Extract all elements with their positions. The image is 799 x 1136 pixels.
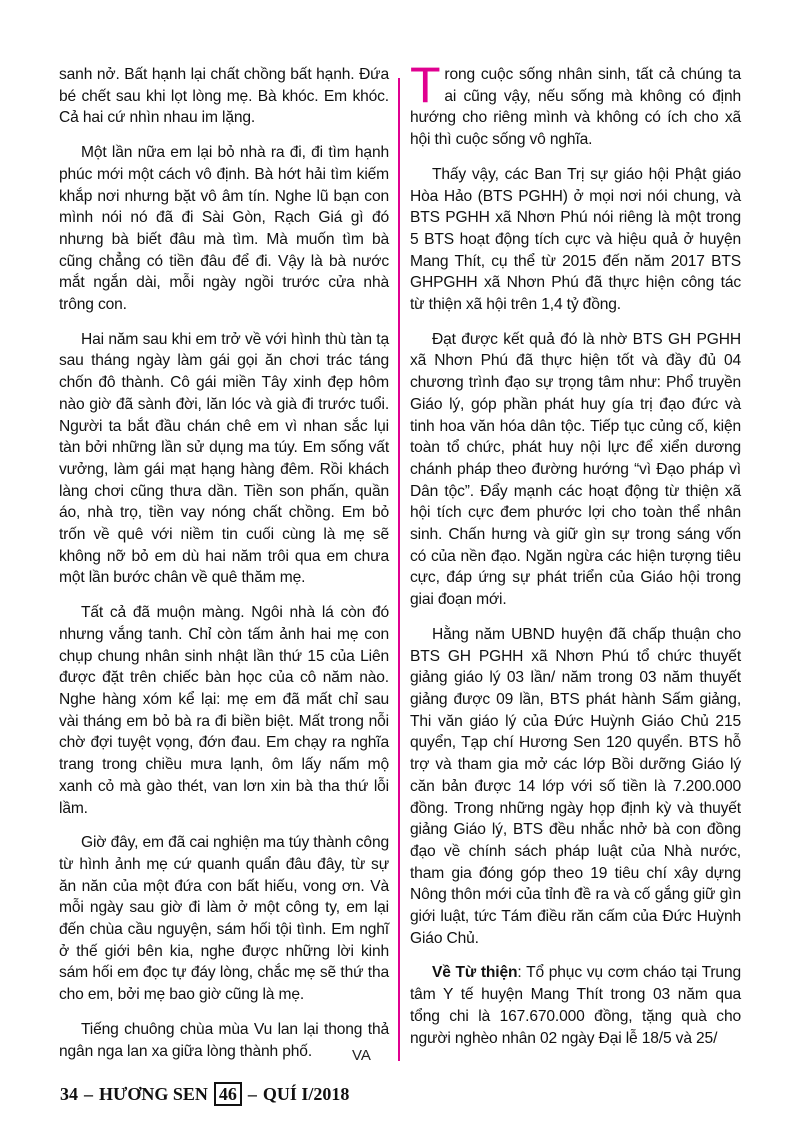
drop-cap: T [410,57,441,113]
paragraph: Một lần nữa em lại bỏ nhà ra đi, đi tìm hạnh phúc mới một cách vô định. Bà hớt hải tìm kiếm khắp nơi nhưng bặt vô âm tín. Nghe lũ bạn con mình nói nó đã đi Sài Gòn, Rạch Giá gì đó nhưng bà biết đâu mà tìm. Mà muốn tìm bà cũng chẳng có tiền đâu để đi. Vậy là bà nước mắt ngắn dài, mỗi ngày ngồi trước cửa nhà trông con. [59,144,389,314]
paragraph: sanh nở. Bất hạnh lại chất chồng bất hạnh. Đứa bé chết sau khi lọt lòng mẹ. Bà khóc. Em khóc. Cả hai cứ nhìn nhau im lặng. [59,66,389,127]
paragraph: Giờ đây, em đã cai nghiện ma túy thành công từ hình ảnh mẹ cứ quanh quẩn đâu đây, từ sự ăn năn của một đứa con bất hiếu, vong ơn. Và mỗi ngày sau giờ đi làm ở một công ty, em lại đến chùa cầu nguyện, sám hối tội tình. Em nghĩ ở thế giới bên kia, nghe được những lời kinh sám hối em đọc tự đáy lòng, chắc mẹ sẽ thứ tha cho em, bởi mẹ bao giờ cũng là mẹ. [59,834,389,1004]
magazine-title: HƯƠNG SEN [99,1083,208,1104]
paragraph: Đạt được kết quả đó là nhờ BTS GH PGHH xã Nhơn Phú đã thực hiện tốt và đầy đủ 04 chương trình đạo sự trọng tâm như: Phổ truyền Giáo lý, góp phần phát huy gía trị đạo đức và tinh hoa văn hóa dân tộc. Tiếp tục củng cố, kiện toàn tổ chức, phát huy nội lực để xiển dương chánh pháp theo đường hướng “vì Đạo pháp vì Dân tộc”. Đẩy mạnh các hoạt động từ thiện xã hội tích cực đem phước lợi cho toàn thể nhân sinh. Chấn hưng và giữ gìn sự trong sáng vốn có của nền đạo. Ngăn ngừa các hiện tượng tiêu cực, đáp ứng sự phát triển của Giáo hội trong giai đoạn mới. [410,330,741,609]
issue-number: 46 [214,1082,242,1106]
page-number: 34 [60,1083,78,1104]
paragraph: Tiếng chuông chùa mùa Vu lan lại thong thả ngân nga lan xa giữa lòng thành phố. [59,1020,389,1060]
column-divider [398,78,400,1061]
intro-paragraph [410,57,741,151]
footer-dash: – [84,1083,93,1104]
section-text: : Tổ phục vụ cơm cháo tại Trung tâm Y tế huyện Mang Thít trong 03 năm qua tổng chi là 167.670.000 đồng, tặng quà cho người nghèo nhân 02 ngày Đại lễ 18/5 và 25/ [410,964,741,1047]
section-lead: Về Từ thiện [432,964,518,982]
paragraph: Tất cả đã muộn màng. Ngôi nhà lá còn đó nhưng vắng tanh. Chỉ còn tấm ảnh hai mẹ con chụp chung nhân sinh nhật lần thứ 15 của Liên được đặt trên chiếc bàn học của cô năm nào. Nghe hàng xóm kể lại: mẹ em đã mất chỉ sau vài tháng em bỏ bà ra đi biền biệt. Mất trong nỗi chờ đợi tuyệt vọng, đớn đau. Em chạy ra nghĩa trang trong chiều mưa lạnh, ôm lấy nấm mộ xanh cỏ mà gào thét, van lơn xin bà tha thứ lỗi lầm. [59,604,389,817]
paragraph: Hằng năm UBND huyện đã chấp thuận cho BTS GH PGHH xã Nhơn Phú tổ chức thuyết giảng giáo lý 03 lần/ năm trong 03 năm thuyết giảng được 09 lần, BTS phát hành Sấm giảng, Thi văn giáo lý của Đức Huỳnh Giáo Chủ 215 quyển, Tạp chí Hương Sen 120 quyển. BTS hỗ trợ và tham gia mở các lớp Bồi dưỡng Giáo lý căn bản được 14 lớp với số tiền là 7.200.000 đồng. Trong những ngày họp định kỳ và thuyết giảng Giáo lý, BTS đều nhắc nhở bà con đồng đạo về chính sách pháp luật của Nhà nước, tham gia đóng góp theo 19 tiêu chí xây dựng Nông thôn mới của tỉnh đề ra và cố gắng giữ gìn giới luật, tức Tám điều răn cấm của Đức Huỳnh Giáo Chủ. [410,625,741,947]
issue-quarter: QUÍ I/2018 [262,1083,350,1104]
author-signature: VA [352,1047,371,1064]
left-column [59,64,389,1075]
intro-text: rong cuộc sống nhân sinh, tất cả chúng ta ai cũng vậy, nếu sống mà không có định hướng cho riêng mình và không có ích cho xã hội thì cuộc sống vô nghĩa. [410,66,741,149]
paragraph [410,962,741,1049]
paragraph: Thấy vậy, các Ban Trị sự giáo hội Phật giáo Hòa Hảo (BTS PGHH) ở mọi nơi nói chung, và BTS PGHH xã Nhơn Phú nói riêng là một trong 5 BTS hoạt động tích cực và hiệu quả ở huyện Mang Thít, cụ thể từ 2015 đến năm 2017 BTS GHPGHH xã Nhơn Phú đã thực hiện công tác từ thiện xã hội trên 1,4 tỷ đồng. [410,165,741,314]
paragraph: Hai năm sau khi em trở về với hình thù tàn tạ sau tháng ngày làm gái gọi ăn chơi trác táng chốn đô thành. Cô gái miền Tây xinh đẹp hôm nào giờ đã sành đời, lăn lóc và già đi trước tuổi. Người ta bắt đầu chán chê em vì nhan sắc lụi tàn bởi những lần sử dụng ma túy. Em sống vất vưởng, làm gái mạt hạng hàng đêm. Rồi khách làng chơi cũng thưa dần. Tiền son phấn, quần áo, nhà trọ, tiền vay nóng chất chồng. Em bỏ trốn về quê với niềm tin cuối cùng là mẹ sẽ không nỡ bỏ em dù hai năm trôi qua em chưa một lần bước chân về quê thăm mẹ. [59,330,389,587]
footer-dash: – [247,1083,257,1104]
right-column [410,57,741,1062]
page-footer [60,1080,349,1108]
